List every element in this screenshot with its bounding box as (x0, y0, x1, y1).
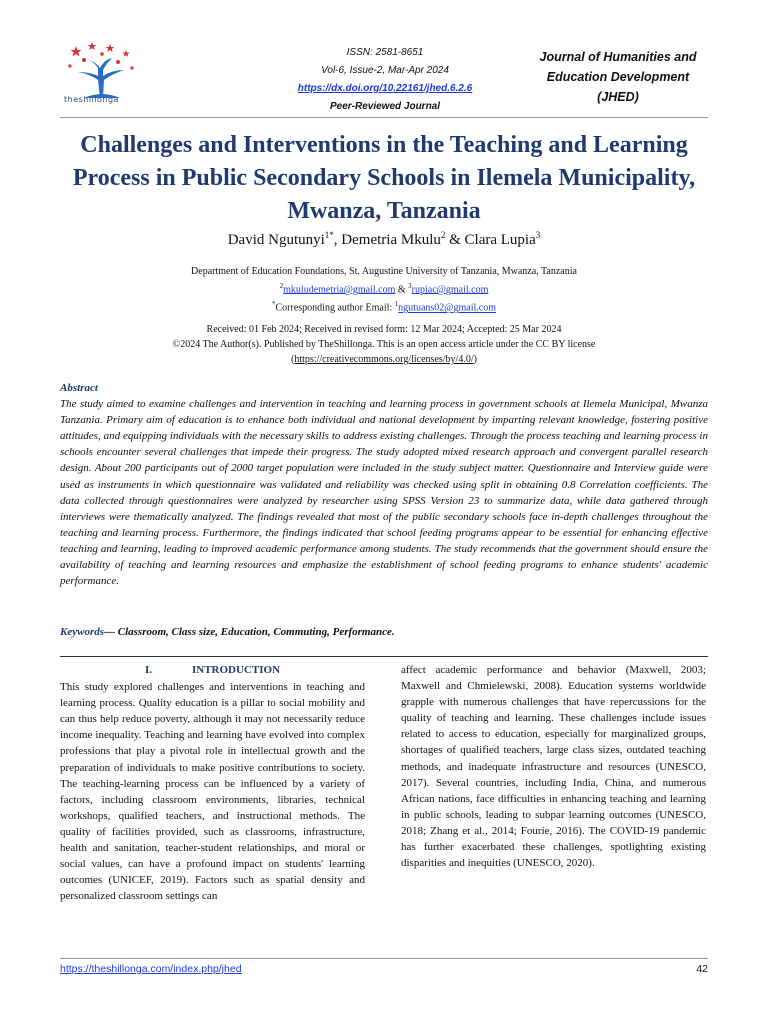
keywords-label: Keywords (60, 626, 104, 638)
journal-name-line: Journal of Humanities and (539, 50, 697, 64)
page-number: 42 (696, 963, 708, 975)
header-divider (60, 117, 708, 118)
author-separator: & (445, 232, 465, 248)
abstract-text: The study aimed to examine challenges and intervention in teaching and learning process in government schools at Ilemela Municipal, Mwanza Tanzania. Primary aim of education is to enhance both individual and national development by imparting relevant knowledge, fostering positive attitudes, and equipping individuals with the necessary skills to address existing challenges. Through the process teaching and learning process in schools encounter several challenges that impede their progress. The study adopted mixed research approach and convergent parallel research design. About 200 participants out of 2000 target population were included in the study subject matter. Questionnaire and Interview guide were used as instruments in which questionnaire was validated and reliability was checked using split in obtaining 0.8 Correlation coefficients. The data collected through questionnaires were analyzed by researcher using SPSS Version 23 to summarize data, while data gathered through interviews were thematically analyzed. The findings revealed that most of the public secondary schools face in-depth challenges throughout the teaching and learning process. Furthermore, the findings indicated that school feeding programs appear to be essential for enhancing effective teaching and learning, leading to improved academic performance among students. The study recommends that the government should ensure the availability of teaching and learning resources and emphasize the establishment of school feeding programs to enhance students' academic performance. (60, 398, 708, 588)
email-sup: 3 (408, 282, 412, 290)
email-separator: & (395, 284, 409, 296)
footer-divider (60, 958, 708, 959)
section-title: INTRODUCTION (192, 664, 281, 676)
license (60, 352, 708, 367)
corresponding-email-link[interactable]: ngutuans02@gmail.com (398, 302, 496, 314)
journal-meta (240, 44, 530, 116)
corr-label: Corresponding author Email: (275, 302, 395, 314)
body-column-left (60, 662, 365, 904)
author-separator: , (333, 232, 342, 248)
author-sup: 2 (440, 230, 446, 240)
journal-name-line: Education Development (546, 70, 690, 84)
section-divider (60, 656, 708, 657)
section-number: I. (144, 664, 152, 676)
keywords-text: — Classroom, Class size, Education, Commuting, Performance. (104, 626, 395, 638)
email-sup: 1 (394, 300, 399, 309)
email-sup: 2 (279, 282, 284, 290)
journal-abbrev: (JHED) (597, 90, 639, 104)
body-paragraph: This study explored challenges and interventions in teaching and learning process. Quality education is a pillar to social mobility and can thus help reduce poverty, although it may not necessarily reduce income inequality. Teaching and learning have evolved into complex professions that play a pivotal role in intellectual growth and the preparation of individuals to make positive contributions to society. The teaching-learning process can be influenced by a variety of factors, including classroom environments, libraries, technical workshops, qualified teachers, and instructional methods. The quality of facilities provided, such as classrooms, infrastructure, health and sanitation, teacher-student relationships, and moral or social values, can have a profound impact on students' learning outcomes (UNICEF, 2019). Factors such as spatial density and personalized classroom settings can (60, 681, 365, 903)
email-link[interactable]: mkuludemetria@gmail.com (283, 284, 396, 296)
footer-journal-link[interactable]: https://theshillonga.com/index.php/jhed (60, 963, 242, 975)
body-paragraph: affect academic performance and behavior (Maxwell, 2003; Maxwell and Chmielewski, 2008). Education systems worldwide grapple with numerous challenges that have repercussions for the quality of teaching and learning. These challenges include issues related to access to education, especially for marginalized groups, shortages of qualified teachers, large class sizes, outdated teaching methods, and inadequate infrastructure and resources (UNESCO, 2017). Several countries, including India, China, and numerous African nations, face difficulties in enhancing teaching and learning in public schools, leading to subpar learning outcomes (UNESCO, 2018; Zhang et al., 2014; Fourie, 2016). The COVID-19 pandemic has further exacerbated these challenges, spotlighting existing disparities and inequities (UNESCO, 2020). (401, 664, 706, 870)
publication-dates (60, 322, 708, 367)
paren: ( (291, 354, 295, 365)
corresponding-author (60, 297, 708, 315)
body-column-right (401, 662, 706, 871)
email-link[interactable]: rupiac@gmail.com (411, 284, 489, 296)
received-dates: Received: 01 Feb 2024; Received in revised form: 12 Mar 2024; Accepted: 25 Mar 2024 (206, 324, 562, 335)
corr-sup: * (272, 300, 276, 309)
abstract-heading: Abstract (60, 382, 98, 394)
author-emails (60, 279, 708, 297)
affiliation-block (60, 264, 708, 316)
author-name: David Ngutunyi (227, 232, 325, 248)
author-list (60, 230, 708, 249)
keywords (60, 626, 708, 638)
doi-link[interactable]: https://dx.doi.org/10.22161/jhed.6.2.6 (297, 83, 473, 94)
journal-name (528, 47, 708, 107)
author-sup: 3 (535, 230, 541, 240)
issn: ISSN: 2581-8651 (346, 47, 424, 58)
paper-title: Challenges and Interventions in the Teaching and Learning Process in Public Secondary Schools in Ilemela Municipality, Mwanza, Tanzania (72, 132, 696, 224)
license-link[interactable]: https://creativecommons.org/licenses/by/4.0/ (294, 354, 474, 365)
volume-issue: Vol-6, Issue-2, Mar-Apr 2024 (321, 65, 449, 76)
peer-reviewed-label: Peer-Reviewed Journal (329, 101, 441, 112)
logo-wordmark: theshillonga (64, 95, 119, 104)
copyright-notice: ©2024 The Author(s). Published by TheShillonga. This is an open access article under the CC BY license (172, 339, 596, 350)
author-name: Clara Lupia (464, 232, 536, 248)
abstract-section (60, 380, 708, 589)
author-sup: 1* (324, 230, 334, 240)
page-header (0, 0, 768, 118)
paren: ) (473, 354, 477, 365)
author-name: Demetria Mkulu (341, 232, 441, 248)
affiliation: Department of Education Foundations, St. Augustine University of Tanzania, Mwanza, Tanzania (191, 266, 577, 277)
section-heading (60, 662, 365, 678)
